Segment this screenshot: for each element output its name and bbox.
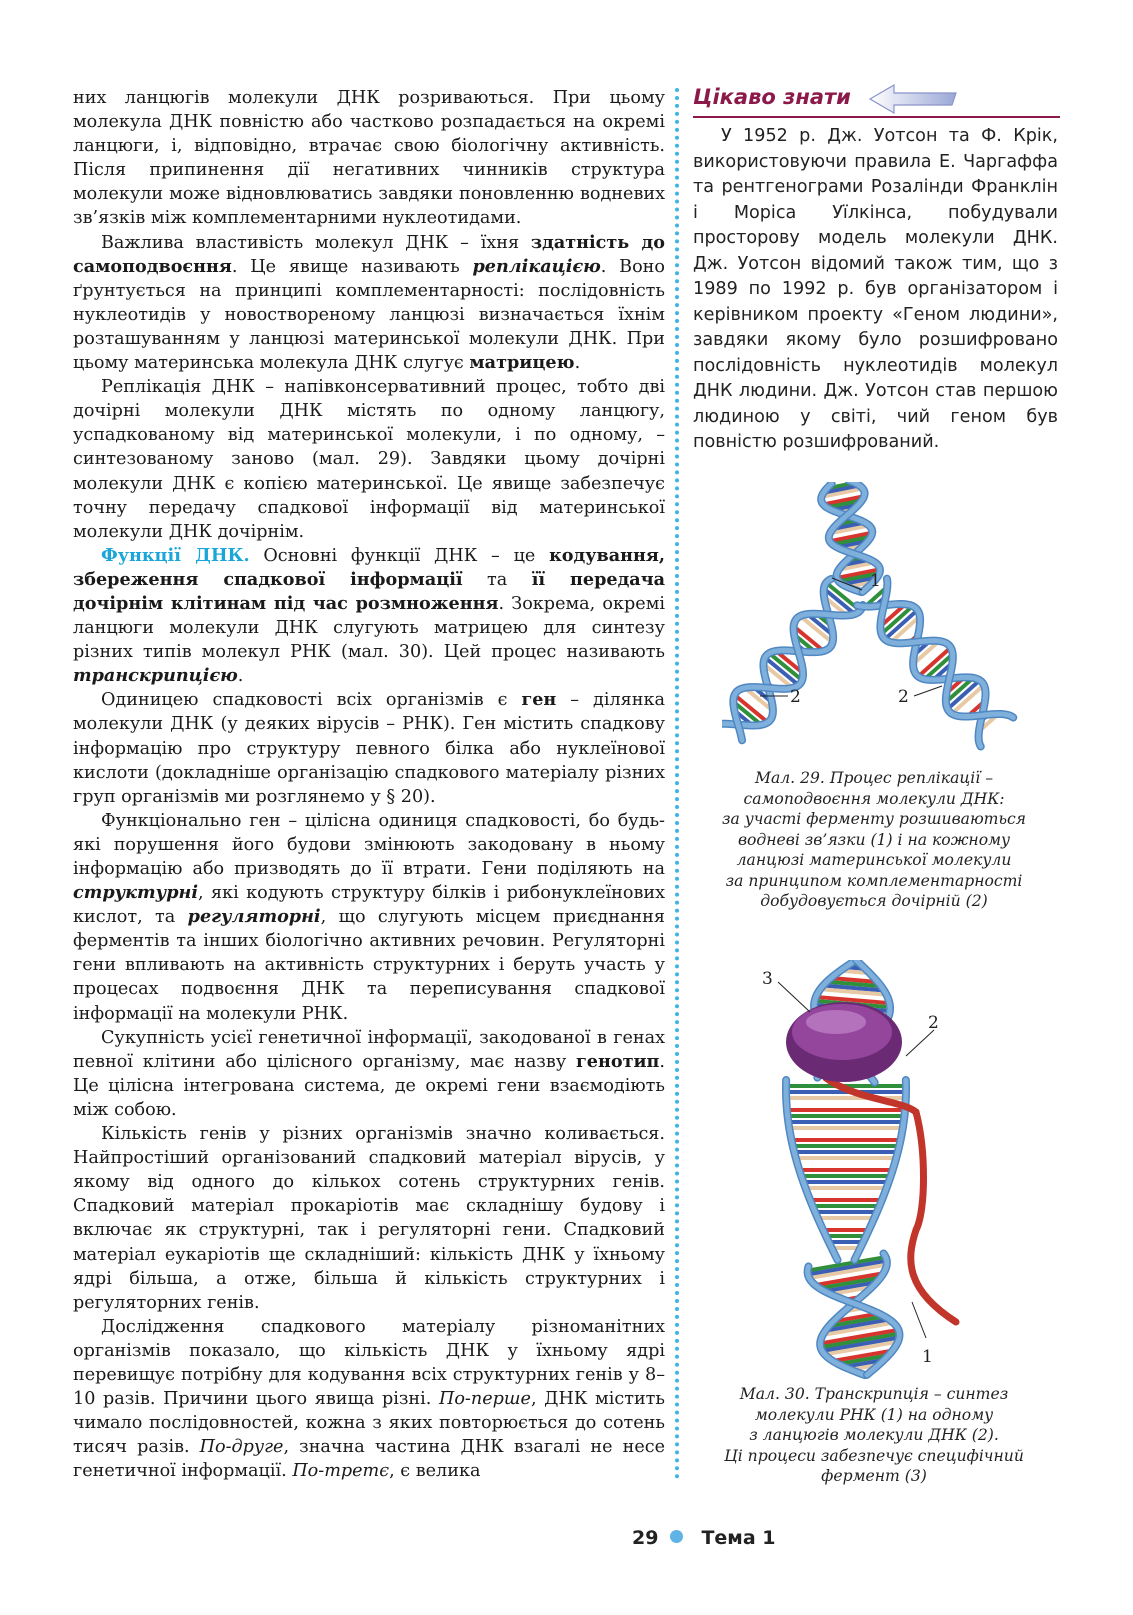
bold-term: здатність до самоподвоєння (73, 231, 665, 277)
caption-line: за принципом комплементарності (725, 871, 1023, 890)
page-number: 29 (632, 1527, 659, 1549)
text-run: , є велика (389, 1461, 481, 1482)
paragraph: Реплікація ДНК – напівконсервативний процес, тобто дві дочірні молекули ДНК містять по одному ланцюгу, успадкованому від материнської молекули, і по одному, – синтезованому заново (мал. 29). Завдяки цьому дочірні молекули ДНК є копією материнської. Це явище забезпечує точну передачу спадкової інформації від материнської молекули ДНК дочірнім. (73, 377, 665, 542)
italic-term: По-третє (292, 1461, 390, 1482)
caption-line: ланцюзі материнської молекули (736, 851, 1012, 869)
dot-icon (670, 1530, 683, 1543)
term-regulatory: регуляторні (187, 906, 321, 928)
label-2: 2 (790, 687, 801, 707)
page-footer (632, 1527, 776, 1549)
arrow-icon (868, 82, 960, 116)
text-run: , що слугують місцем приєднання ферментів та інших біологічно активних речовин. Регуляторні гени впливають на активність структурних і беруть участь у процесах подвоєння ДНК та переписування спадкової інформації на молекули РНК. (73, 907, 665, 1024)
text-run: Функціонально ген – цілісна одиниця спадковості, бо будь-які порушення його будови змінюють закодовану в ньому інформацію або призводять до її втрати. Гени поділяють на (73, 810, 665, 879)
italic-term: По-перше (439, 1389, 531, 1410)
text-run: Одиницею спадковості всіх організмів є (101, 690, 522, 711)
topic-label: Тема 1 (701, 1527, 776, 1549)
bold-term: генотип (575, 1050, 660, 1072)
text-run: . Зокрема, окремі ланцюги молекули ДНК слугують матрицею для синтезу різних типів молекул РНК (мал. 30). Цей процес називають (73, 593, 666, 663)
caption-line: водневі зв’язки (1) і на кожному (737, 830, 1011, 849)
paragraph (73, 231, 665, 376)
sidebar-title: Цікаво знати (693, 85, 851, 109)
term-transcription: транскрипцією (73, 665, 238, 687)
caption-line: добудовується дочірній (2) (760, 892, 988, 910)
figure-29-caption (688, 768, 1060, 912)
label-1: 1 (870, 571, 881, 591)
paragraph: них ланцюгів молекули ДНК розриваються. При цьому молекула ДНК повністю або частково розпадається на окремі ланцюги, і, відповідно, втрачає свою біологічну активність. Після припинення дії негативних чинників структура молекули може відновлюватись завдяки поновленню водневих зв’язків між комплементарними нуклеотидами. (73, 88, 665, 229)
text-run: , значна частина ДНК взагалі не несе генетичної інформації. (73, 1437, 666, 1482)
label-2: 2 (928, 1013, 939, 1033)
term-replication: реплікацією (472, 255, 601, 277)
label-1: 1 (922, 1347, 933, 1367)
italic-term: По-друге (199, 1437, 284, 1458)
bold-term: матрицею (469, 352, 575, 374)
text-run: – ділянка молекули ДНК (у деяких вірусів – РНК). Ген містить спадкову інформацію про структуру певного білка або нуклеїнової кислоти (докладніше організацію спадкового матеріалу різних груп організмів ми розглянемо у § 20). (73, 690, 665, 807)
text-run: Дослідження спадкового матеріалу різноманітних організмів показало, що кількість ДНК у їхньому ядрі перевищує потрібну для кодування всіх структурних генів у 8–10 разів. Причини цього явища різні. (73, 1316, 665, 1410)
enzyme-icon (786, 1002, 902, 1082)
text-run: , ДНК містить чимало послідовностей, кожна з яких повторюється до сотень тисяч разів. (73, 1389, 665, 1458)
caption-line: молекули РНК (1) на одному (754, 1405, 994, 1424)
paragraph: Кількість генів у різних організмів значно коливається. Найпростіший організований спадковий матеріал вірусів, у якому від одного до кількох сотень структурних генів. Спадковий матеріал прокаріотів має складнішу будову і включає як структурні, так і регуляторні гени. Спадковий матеріал еукаріотів ще складніший: кількість ДНК у їхньому ядрі більша, а отже, більша й кількість структурних і регуляторних генів. (73, 1124, 665, 1313)
caption-line: за участі ферменту розшиваються (721, 810, 1027, 828)
dna-transcription-figure (756, 960, 986, 1380)
caption-line: з ланцюгів молекули ДНК (2). (749, 1426, 999, 1444)
column-divider (675, 88, 679, 1480)
main-text-column (73, 86, 665, 1483)
text-run: . Воно ґрунтується на принципі комплементарності: послідовність нуклеотидів у новоствореному ланцюзі визначається їхнім розташуванням у ланцюзі материнської молекули ДНК. При цьому материнська молекула ДНК слугує (73, 256, 666, 374)
paragraph (73, 544, 665, 689)
figure-30-caption (688, 1384, 1060, 1487)
paragraph (73, 1315, 665, 1484)
dna-strand (722, 579, 833, 726)
dna-replication-figure (722, 482, 1022, 752)
text-run: . Це цілісна інтегрована система, де окремі гени взаємодіють між собою. (73, 1051, 665, 1120)
bold-term: ген (521, 689, 557, 711)
text-run: . (574, 353, 581, 374)
text-run: та (462, 569, 532, 590)
text-run: . Це явище називають (231, 256, 473, 277)
paragraph (73, 1026, 665, 1122)
caption-line: Мал. 29. Процес реплікації – (754, 769, 994, 787)
text-run: . (237, 666, 244, 687)
subheading-dna-functions: Функції ДНК. (101, 544, 250, 566)
sidebar-text: У 1952 р. Дж. Уотсон та Ф. Крік, використовуючи правила Е. Чаргаффа та рентгенограми Розалінди Франклін і Моріса Уїлкінса, побудували просторову модель молекули ДНК. Дж. Уотсон відомий також тим, що з 1989 по 1992 р. був організатором і керівником проекту «Геном людини», завдяки якому було розшифровано послідовність нуклеотидів молекул ДНК людини. Дж. Уотсон став першою людиною у світі, чий геном був повністю розшифрований. (693, 126, 1058, 452)
term-structural: структурні (73, 882, 199, 904)
text-run: , які кодують структуру білків і рибонуклеїнових кислот, та (73, 883, 665, 928)
bold-term: кодування, збереження спадкової інформації (73, 544, 665, 590)
caption-line: Ці процеси забезпечує специфічний (724, 1446, 1024, 1465)
caption-line: Мал. 30. Транскрипція – синтез (739, 1385, 1009, 1403)
caption-line: самоподвоєння молекули ДНК: (743, 789, 1005, 808)
bold-term: її передача дочірнім клітинам під час розмноження (73, 568, 665, 614)
text-run: Важлива властивість молекул ДНК – їхня (101, 232, 531, 253)
label-3: 3 (762, 969, 773, 989)
caption-line: фермент (3) (821, 1467, 927, 1485)
text-run: Сукупність усієї генетичної інформації, закодованої в генах певної клітини або цілісного організму, має назву (73, 1027, 665, 1072)
sidebar-rule (693, 116, 1060, 118)
text-run: Основні функції ДНК – це (249, 545, 550, 566)
label-2: 2 (898, 687, 909, 707)
paragraph (73, 688, 665, 808)
paragraph (73, 809, 665, 1026)
